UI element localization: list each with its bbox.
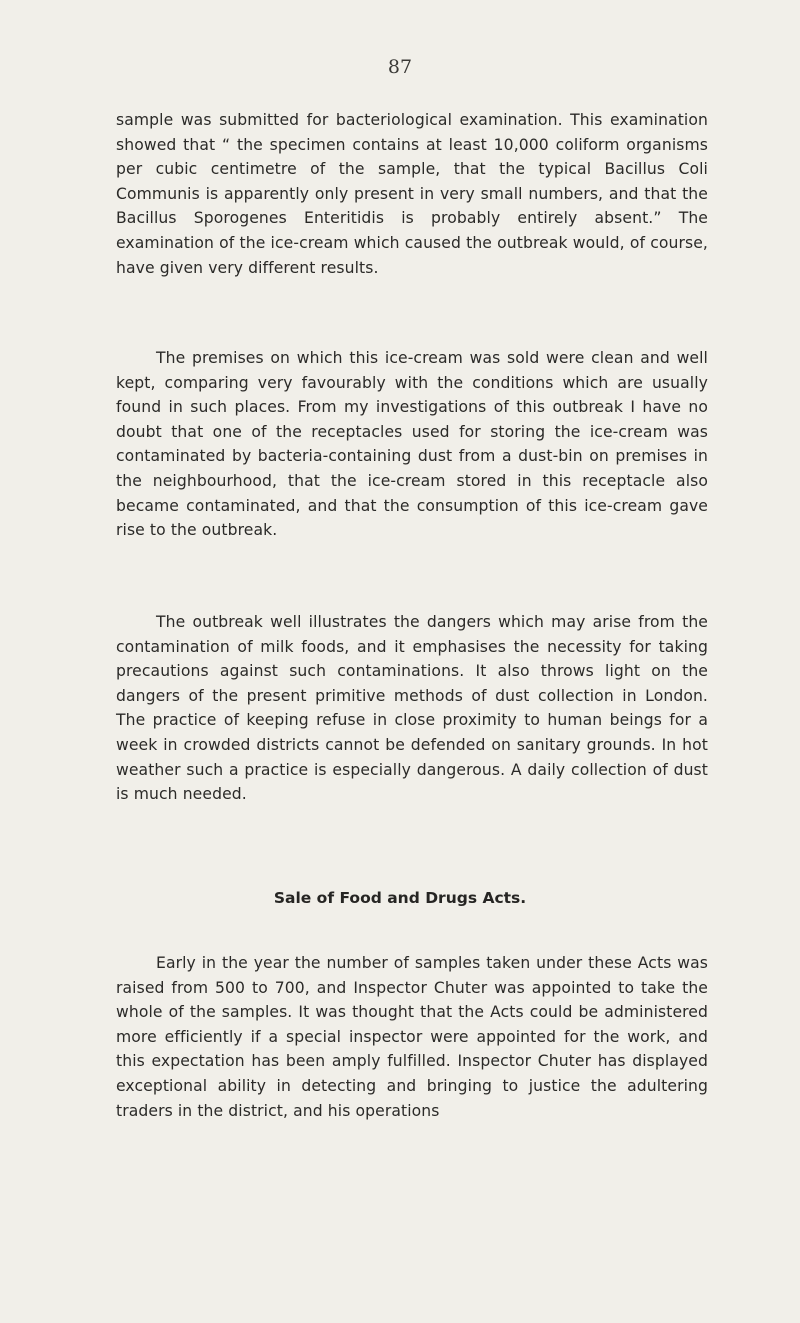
paragraph-outbreak-dangers: The outbreak well illustrates the dangers which may arise from the contamination of milk foods, and it emphasises the necessity for taking precautions against such contaminations. It also throws light on the dangers of the present primitive methods of dust collection in London. The practice of keeping refuse in close proximity to human beings for a week in crowded districts cannot be defended on sanitary grounds. In hot weather such a practice is especially dangerous. A daily collection of dust is much needed. bbox=[116, 613, 708, 804]
paragraph-samples: Early in the year the number of samples taken under these Acts was raised from 500 to 700, and Inspector Chuter was appointed to take the whole of the samples. It was thought that the Acts could be administered more efficiently if a special inspector were appointed for the work, and this expectation has been amply fulfilled. Inspector Chuter has displayed exceptional ability in detecting and bringing to justice the adultering traders in the district, and his operations bbox=[116, 954, 708, 1120]
paragraph-bacteriological-result: sample was submitted for bacteriological examination. This examination showed that “ the specimen contains at least 10,000 coliform organisms per cubic centimetre of the sample, that the typical Bacillus Coli Communis is apparently only present in very small numbers, and that the Bacillus Sporogenes Enteritidis is probably entirely absent.” The examination of the ice-cream which caused the outbreak would, of course, have given very different results. bbox=[116, 111, 708, 277]
section-heading: Sale of Food and Drugs Acts. bbox=[273, 889, 527, 907]
page-number: 87 bbox=[387, 56, 413, 78]
paragraph-premises: The premises on which this ice-cream was sold were clean and well kept, comparing very favourably with the conditions which are usually found in such places. From my investigations of this outbreak I have no doubt that one of the receptacles used for storing the ice-cream was contaminated by bacteria-containing dust from a dust-bin on premises in the neighbourhood, that the ice-cream stored in this receptacle also became contaminated, and that the consumption of this ice-cream gave rise to the outbreak. bbox=[116, 349, 708, 540]
